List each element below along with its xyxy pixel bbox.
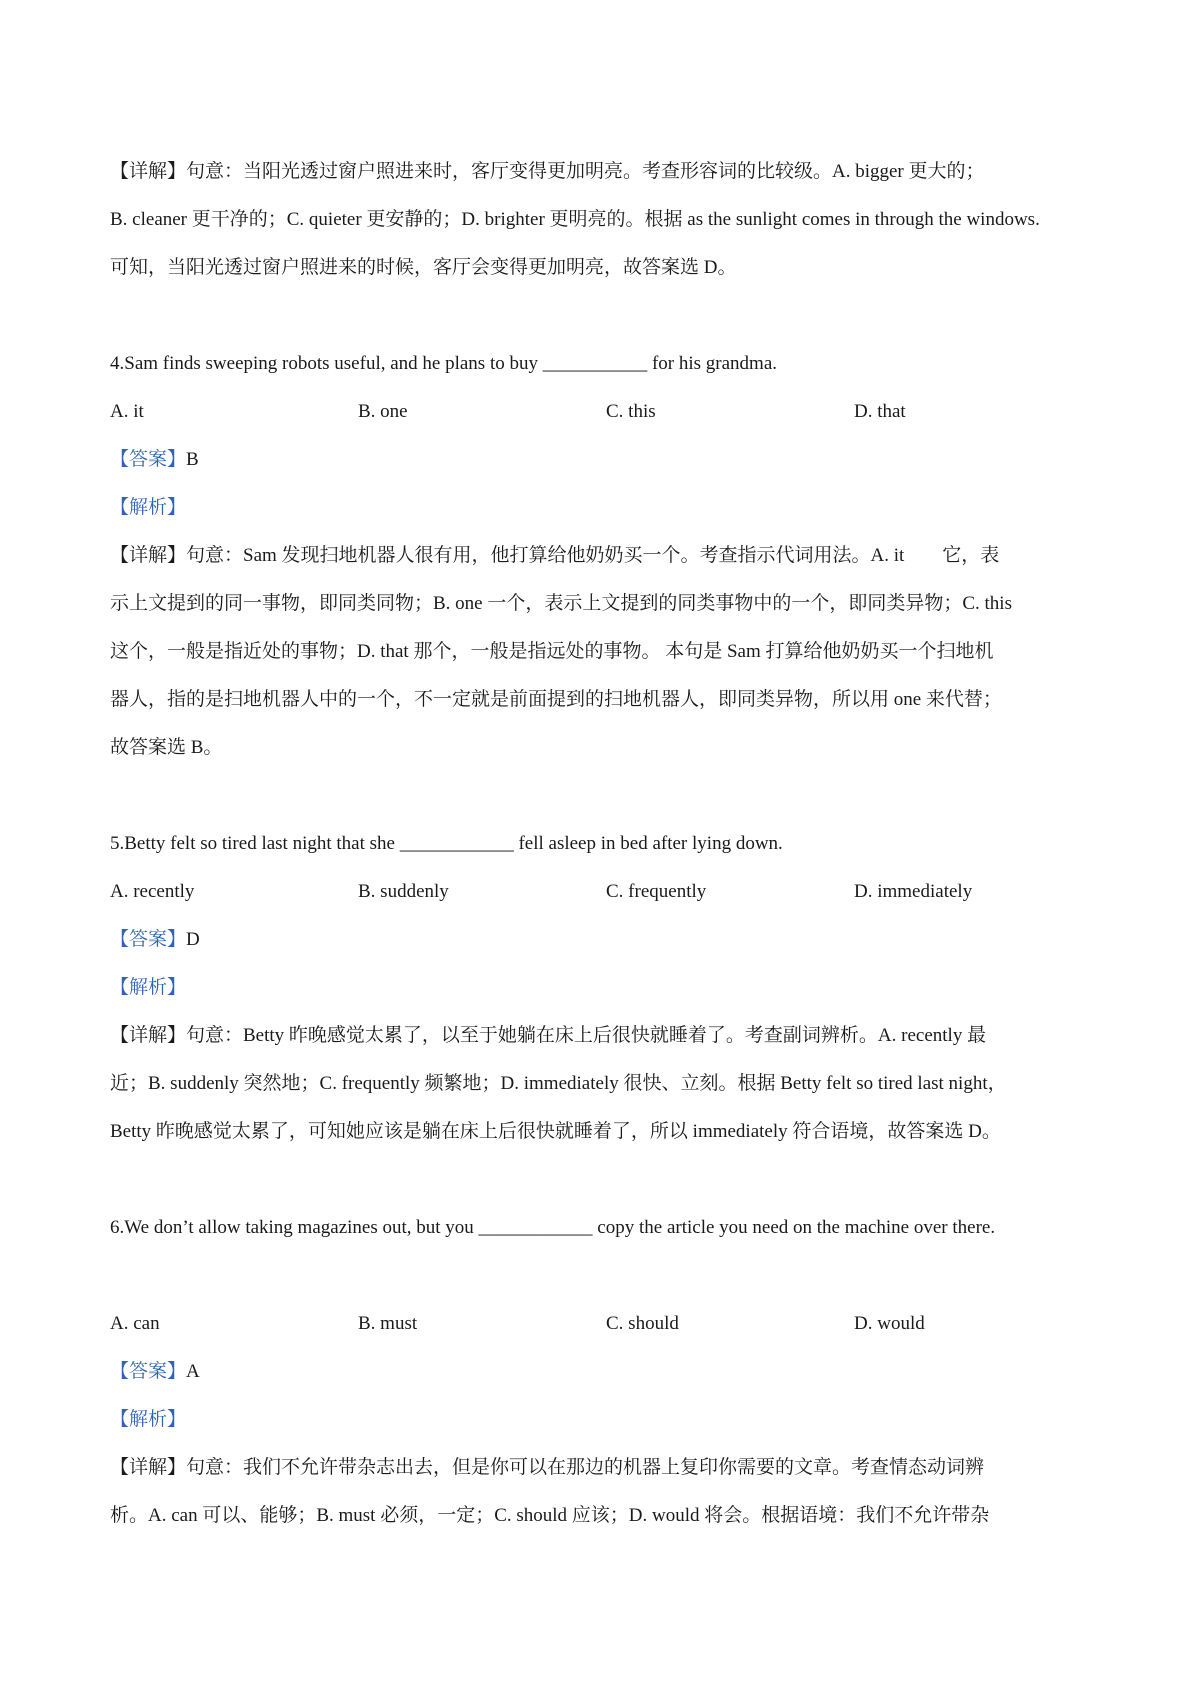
q5-options (110, 868, 1100, 916)
analysis-tag: 【解析】 (110, 1409, 187, 1430)
q6-option-a: A. can (110, 1313, 160, 1334)
q5-stem: 5.Betty felt so tired last night that she ____________ fell asleep in bed after lying down. (110, 833, 783, 854)
q6-option-d: D. would (854, 1313, 925, 1334)
q4-options (110, 388, 1100, 436)
q4-stem: 4.Sam finds sweeping robots useful, and he plans to buy ___________ for his grandma. (110, 353, 778, 374)
q6-option-c: C. should (606, 1313, 679, 1334)
q6-analysis-row (110, 1396, 1100, 1444)
spacer (110, 292, 1100, 340)
q4-answer-row (110, 436, 1100, 484)
q3-detail-line: 【详解】句意：当阳光透过窗户照进来时，客厅变得更加明亮。考查形容词的比较级。A. bigger 更大的； (110, 161, 985, 182)
analysis-tag: 【解析】 (110, 977, 187, 998)
q4-detail-line: 【详解】句意：Sam 发现扫地机器人很有用，他打算给他奶奶买一个。考查指示代词用法。A. it 它，表 (110, 545, 1000, 566)
q4-option-c: C. this (606, 401, 656, 422)
q4-answer: B (186, 449, 199, 470)
q5-option-d: D. immediately (854, 881, 973, 902)
q3-detail-line: B. cleaner 更干净的；C. quieter 更安静的；D. brighter 更明亮的。根据 as the sunlight comes in through the windows. (110, 209, 1040, 230)
spacer (110, 1252, 1100, 1300)
spacer (110, 772, 1100, 820)
q5-analysis-row (110, 964, 1100, 1012)
q5-option-c: C. frequently (606, 881, 707, 902)
spacer (110, 1156, 1100, 1204)
q5-detail-line: 近；B. suddenly 突然地；C. frequently 频繁地；D. immediately 很快、立刻。根据 Betty felt so tired last night， (110, 1073, 1007, 1094)
q4-option-b: B. one (358, 401, 408, 422)
q5-detail-line: 【详解】句意：Betty 昨晚感觉太累了，以至于她躺在床上后很快就睡着了。考查副词辨析。A. recently 最 (110, 1025, 987, 1046)
q4-option-a: A. it (110, 401, 144, 422)
document-page (110, 148, 1100, 1540)
q6-detail-line: 析。A. can 可以、能够；B. must 必须，一定；C. should 应该；D. would 将会。根据语境：我们不允许带杂 (110, 1505, 990, 1526)
q6-answer: A (186, 1361, 200, 1382)
q4-detail-line: 器人，指的是扫地机器人中的一个，不一定就是前面提到的扫地机器人，即同类异物，所以用 one 来代替； (110, 689, 1002, 710)
q6-option-b: B. must (358, 1313, 418, 1334)
q6-options (110, 1300, 1100, 1348)
q4-option-d: D. that (854, 401, 906, 422)
q6-answer-row (110, 1348, 1100, 1396)
q3-detail-line: 可知，当阳光透过窗户照进来的时候，客厅会变得更加明亮，故答案选 D。 (110, 257, 737, 278)
answer-tag: 【答案】 (110, 929, 187, 950)
q5-answer-row (110, 916, 1100, 964)
q6-detail-line: 【详解】句意：我们不允许带杂志出去，但是你可以在那边的机器上复印你需要的文章。考查情态动词辨 (110, 1457, 985, 1478)
analysis-tag: 【解析】 (110, 497, 187, 518)
q4-detail-line: 故答案选 B。 (110, 737, 223, 758)
q4-detail-line: 这个，一般是指近处的事物；D. that 那个，一般是指远处的事物。 本句是 Sam 打算给他奶奶买一个扫地机 (110, 641, 994, 662)
q5-detail-line: Betty 昨晚感觉太累了，可知她应该是躺在床上后很快就睡着了，所以 immediately 符合语境，故答案选 D。 (110, 1121, 1001, 1142)
q5-option-b: B. suddenly (358, 881, 449, 902)
q4-analysis-row (110, 484, 1100, 532)
q4-detail-line: 示上文提到的同一事物，即同类同物；B. one 一个，表示上文提到的同类事物中的一个，即同类异物；C. this (110, 593, 1012, 614)
q5-option-a: A. recently (110, 881, 195, 902)
q6-stem: 6.We don’t allow taking magazines out, but you ____________ copy the article you need on the machine over there. (110, 1217, 996, 1238)
answer-tag: 【答案】 (110, 1361, 187, 1382)
answer-tag: 【答案】 (110, 449, 187, 470)
q5-answer: D (186, 929, 200, 950)
